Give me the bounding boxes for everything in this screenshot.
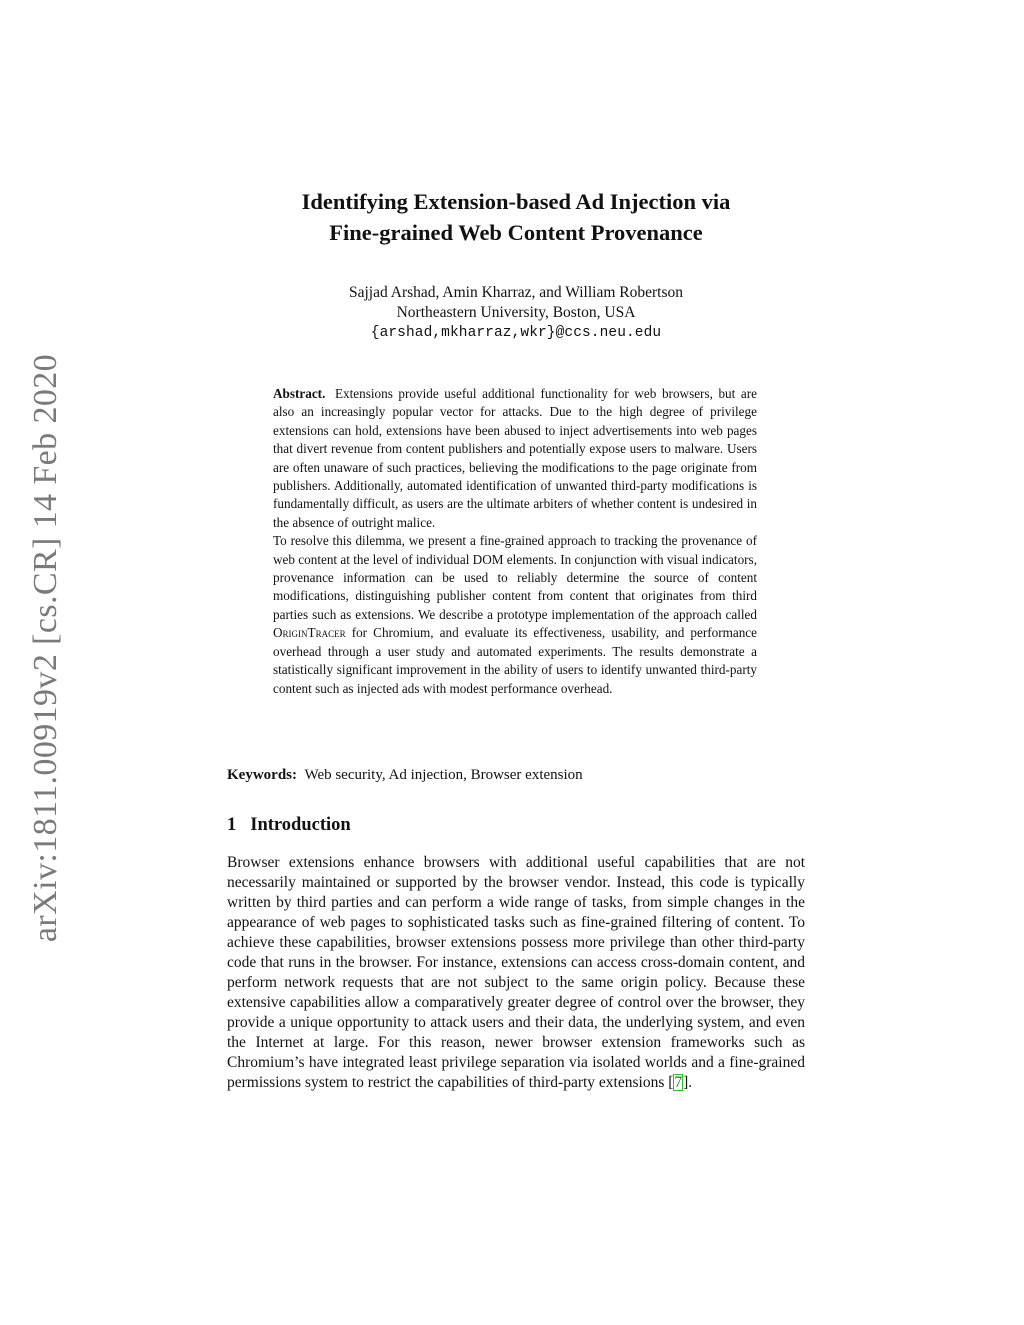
keywords-text: Web security, Ad injection, Browser extension [304, 767, 583, 783]
author-block [228, 283, 804, 343]
paper-title [228, 186, 804, 248]
abstract-paragraph-1 [273, 385, 757, 532]
abstract-paragraph-1-text: Extensions provide useful additional functionality for web browsers, but are also an increasingly popular vector for attacks. Due to the high degree of privilege extensions can hold, extensions have been abused to inject advertisements into web pages that divert revenue from content publishers and potentially expose users to malware. Users are often unaware of such practices, believing the modifications to the page originate from publishers. Additionally, automated identification of unwanted third-party modifications is fundamentally difficult, as users are the ultimate arbiters of whether content is undesired in the absence of outright malice. [273, 386, 758, 530]
abstract [273, 385, 757, 698]
abstract-paragraph-2-text-start: To resolve this dilemma, we present a fine-grained approach to tracking the provenance of web content at the level of individual DOM elements. In conjunction with visual indicators, provenance information can be used to reliably determine the source of content modifications, distinguishing publisher content from content that originates from third parties such as extensions. We describe a prototype implementation of the approach called [273, 533, 757, 622]
abstract-paragraph-2 [273, 532, 757, 698]
citation-link[interactable]: 7 [674, 1074, 683, 1091]
author-email: {arshad,mkharraz,wkr}@ccs.neu.edu [370, 325, 662, 341]
keywords [227, 765, 805, 785]
introduction-text: Browser extensions enhance browsers with additional useful capabilities that are not necessarily maintained or supported by the browser vendor. Instead, this code is typically written by third parties and can perform a wide range of tasks, from simple changes in the appearance of web pages to sophisticated tasks such as fine-grained filtering of content. To achieve these capabilities, browser extensions possess more privilege than other third-party code that runs in the browser. For instance, extensions can access cross-domain content, and perform network requests that are not subject to the same origin policy. Because these extensive capabilities allow a comparatively greater degree of control over the browser, they provide a unique opportunity to attack users and their data, the underlying system, and even the Internet at large. For this reason, newer browser extension frameworks such as Chromium’s have integrated least privilege separation via isolated worlds and a fine-grained permissions system to restrict the capabilities of third-party extensions [ [227, 854, 805, 1091]
system-name: OriginTracer [273, 625, 346, 641]
author-affiliation: Northeastern University, Boston, USA [396, 304, 636, 321]
section-heading-introduction [227, 813, 351, 837]
keywords-label: Keywords: [227, 767, 297, 783]
section-title: Introduction [250, 815, 351, 835]
abstract-paragraph-2-text-end: for Chromium, and evaluate its effectiveness, usability, and performance overhead through a user study and automated experiments. The results demonstrate a statistically significant improvement in the ability of users to identify unwanted third-party content such as injected ads with modest performance overhead. [273, 625, 758, 696]
author-names: Sajjad Arshad, Amin Kharraz, and William Robertson [349, 284, 683, 301]
paper-title-line-2: Fine-grained Web Content Provenance [329, 220, 703, 245]
section-number: 1 [227, 815, 237, 835]
abstract-label: Abstract. [273, 386, 326, 401]
introduction-paragraph [227, 853, 805, 1093]
paper-title-line-1: Identifying Extension-based Ad Injection via [301, 189, 731, 214]
introduction-text-end: ]. [683, 1074, 693, 1091]
arxiv-identifier-stamp: arXiv:1811.00919v2 [cs.CR] 14 Feb 2020 [27, 353, 64, 943]
